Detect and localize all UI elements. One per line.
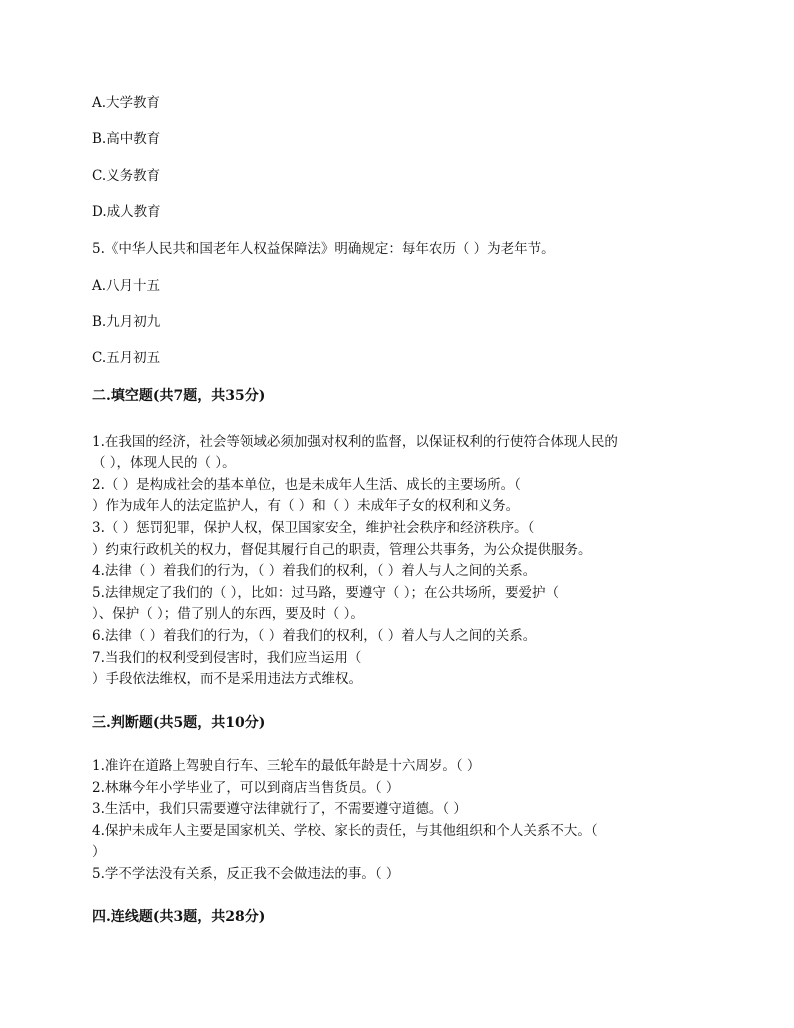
fill-in-line: 3.（ ）惩罚犯罪，保护人权，保卫国家安全，维护社会秩序和经济秩序。（ xyxy=(92,520,535,536)
option-c: C.义务教育 xyxy=(92,168,161,184)
question-5-option-a: A.八月十五 xyxy=(92,278,161,294)
true-false-line: ） xyxy=(92,844,106,860)
section-heading-matching: 四.连线题(共3题，共28分) xyxy=(92,909,266,925)
option-d: D.成人教育 xyxy=(92,204,161,220)
true-false-line: 2.林琳今年小学毕业了，可以到商店当售货员。（ ） xyxy=(92,780,400,796)
fill-in-line: ）作为成年人的法定监护人，有（ ）和（ ）未成年子女的权利和义务。 xyxy=(92,498,520,514)
question-5-option-b: B.九月初九 xyxy=(92,314,161,330)
fill-in-line: 2.（ ）是构成社会的基本单位，也是未成年人生活、成长的主要场所。（ xyxy=(92,477,521,493)
question-5-stem: 5.《中华人民共和国老年人权益保障法》明确规定：每年农历（ ）为老年节。 xyxy=(92,241,555,257)
true-false-line: 1.准许在道路上驾驶自行车、三轮车的最低年龄是十六周岁。（ ） xyxy=(92,758,481,774)
true-false-line: 3.生活中，我们只需要遵守法律就行了，不需要遵守道德。（ ） xyxy=(92,801,467,817)
true-false-line: 5.学不学法没有关系，反正我不会做违法的事。（ ） xyxy=(92,866,400,882)
fill-in-line: 7.当我们的权利受到侵害时，我们应当运用（ xyxy=(92,650,362,666)
fill-in-line: ）约束行政机关的权力，督促其履行自己的职责，管理公共事务，为公众提供服务。 xyxy=(92,542,592,558)
fill-in-line: ）、保护（ ）；借了别人的东西，要及时（ ）。 xyxy=(92,606,364,622)
fill-in-line: （ ），体现人民的（ ）。 xyxy=(92,455,236,471)
section-heading-fill-in: 二.填空题(共7题，共35分) xyxy=(92,388,266,404)
option-b: B.高中教育 xyxy=(92,131,161,147)
question-5-option-c: C.五月初五 xyxy=(92,350,161,366)
option-a: A.大学教育 xyxy=(92,95,161,111)
fill-in-line: 4.法律（ ）着我们的行为，（ ）着我们的权利，（ ）着人与人之间的关系。 xyxy=(92,563,537,579)
fill-in-line: ）手段依法维权，而不是采用违法方式维权。 xyxy=(92,671,362,687)
section-heading-true-false: 三.判断题(共5题，共10分) xyxy=(92,715,266,731)
true-false-line: 4.保护未成年人主要是国家机关、学校、家长的责任，与其他组织和个人关系不大。（ xyxy=(92,823,598,839)
fill-in-line: 1.在我国的经济，社会等领域必须加强对权利的监督，以保证权利的行使符合体现人民的 xyxy=(92,434,618,450)
fill-in-line: 6.法律（ ）着我们的行为，（ ）着我们的权利，（ ）着人与人之间的关系。 xyxy=(92,628,537,644)
fill-in-line: 5.法律规定了我们的（ ），比如：过马路，要遵守（ ）；在公共场所，要爱护（ xyxy=(92,585,559,601)
